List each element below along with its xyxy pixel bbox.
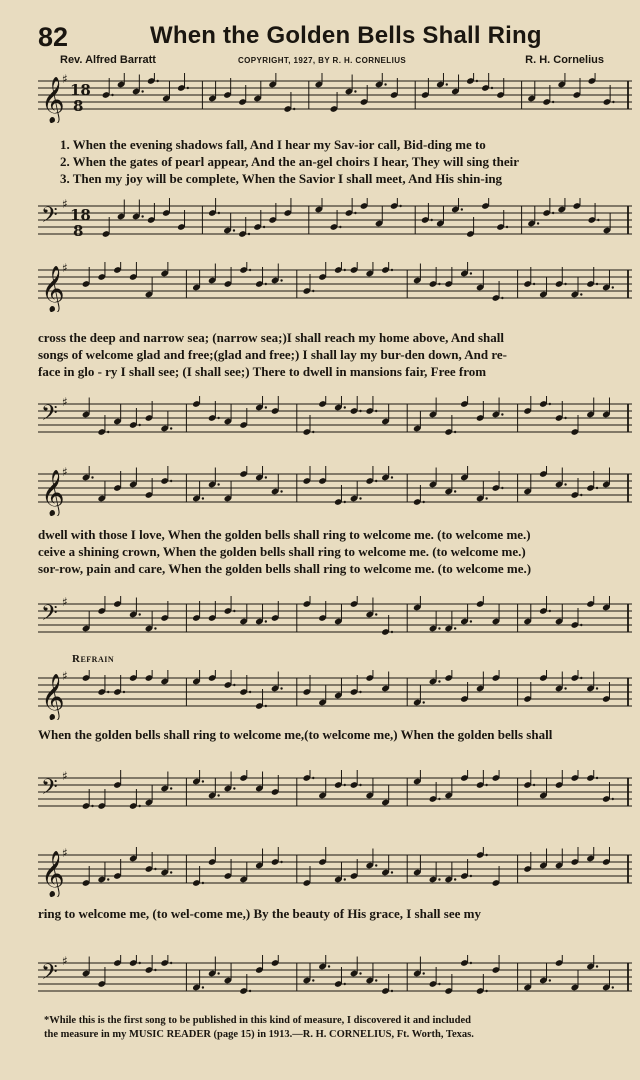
- treble-clef-icon: 𝄞: [41, 851, 65, 897]
- lyric-line: songs of welcome glad and free;(glad and free;) I shall lay my bur-den down, And re-: [38, 347, 507, 362]
- staff-notation: [38, 73, 632, 123]
- sharp-icon: ♯: [62, 770, 68, 783]
- treble-staff-1: [38, 73, 632, 123]
- time-signature-bottom: 8: [73, 97, 84, 115]
- staff-notation: [38, 770, 632, 820]
- sharp-icon: ♯: [62, 262, 68, 275]
- sharp-icon: ♯: [62, 396, 68, 409]
- staff-notation: [38, 466, 632, 516]
- treble-staff-2: [38, 262, 632, 312]
- composer: R. H. Cornelius: [525, 54, 604, 66]
- bass-clef-icon: 𝄢: [41, 775, 58, 805]
- refrain-label: Refrain: [72, 653, 115, 665]
- lyric-line: ceive a shining crown, When the golden bells shall ring to welcome me. (to welcome me.): [38, 544, 526, 559]
- copyright-notice: COPYRIGHT, 1927, BY R. H. CORNELIUS: [238, 56, 407, 65]
- treble-staff-5: [38, 847, 632, 897]
- staff-notation: [38, 670, 632, 720]
- sharp-icon: ♯: [62, 198, 68, 211]
- staff-notation: [38, 262, 632, 312]
- lyric-line: face in glo - ry I shall see; (I shall see;) There to dwell in mansions fair, Free from: [38, 364, 487, 379]
- staff-notation: [38, 198, 632, 248]
- sharp-icon: ♯: [62, 73, 68, 86]
- treble-clef-icon: 𝄞: [41, 470, 65, 516]
- bass-clef-icon: 𝄢: [41, 601, 58, 631]
- lyric-line: sor-row, pain and care, When the golden bells shall ring to welcome me. (to welcome me.): [38, 561, 532, 576]
- lyric-line: When the golden bells shall ring to welcome me,(to welcome me,) When the golden bells shall: [38, 727, 553, 742]
- bass-staff-4: [38, 770, 632, 820]
- footnote-line: the measure in my MUSIC READER (page 15) in 1913.—R. H. CORNELIUS, Ft. Worth, Texas.: [44, 1029, 474, 1040]
- staff-notation: [38, 847, 632, 897]
- treble-clef-icon: 𝄞: [41, 674, 65, 720]
- author: Rev. Alfred Barratt: [60, 54, 156, 66]
- lyric-line: 2. When the gates of pearl appear, And the an-gel choirs I hear, They will sing their: [60, 154, 519, 169]
- lyric-line: ring to welcome me, (to wel-come me,) By the beauty of His grace, I shall see my: [38, 906, 481, 921]
- sharp-icon: ♯: [62, 466, 68, 479]
- sharp-icon: ♯: [62, 670, 68, 683]
- footnote-line: *While this is the first song to be published in this kind of measure, I discovered it and included: [44, 1015, 471, 1026]
- lyric-line: cross the deep and narrow sea; (narrow sea;)I shall reach my home above, And shall: [38, 330, 504, 345]
- bass-clef-icon: 𝄢: [41, 203, 58, 233]
- lyric-line: 1. When the evening shadows fall, And I hear my Sav-ior call, Bid-ding me to: [60, 137, 486, 152]
- time-signature-bottom: 8: [73, 222, 84, 240]
- time-signature-top: 18: [70, 206, 91, 224]
- bass-clef-icon: 𝄢: [41, 960, 58, 990]
- sharp-icon: ♯: [62, 596, 68, 609]
- treble-clef-icon: 𝄞: [41, 77, 65, 123]
- lyric-line: 3. Then my joy will be complete, When the Savior I shall meet, And His shin-ing: [60, 171, 503, 186]
- treble-staff-3: [38, 466, 632, 516]
- staff-notation: [38, 396, 632, 446]
- sharp-icon: ♯: [62, 847, 68, 860]
- bass-staff-3: [38, 596, 632, 646]
- footnote: [44, 1014, 634, 1042]
- page-number: 82: [38, 22, 69, 52]
- treble-clef-icon: 𝄞: [41, 266, 65, 312]
- lyric-line: dwell with those I love, When the golden bells shall ring to welcome me. (to welcome me.): [38, 527, 531, 542]
- bass-staff-2: [38, 396, 632, 446]
- sharp-icon: ♯: [62, 955, 68, 968]
- song-title: When the Golden Bells Shall Ring: [150, 22, 542, 49]
- bass-staff-5: [38, 955, 632, 1005]
- time-signature-top: 18: [70, 81, 91, 99]
- credits-row: [60, 54, 604, 68]
- bass-clef-icon: 𝄢: [41, 401, 58, 431]
- bass-staff-1: [38, 198, 632, 248]
- treble-staff-4: [38, 670, 632, 720]
- staff-notation: [38, 596, 632, 646]
- staff-notation: [38, 955, 632, 1005]
